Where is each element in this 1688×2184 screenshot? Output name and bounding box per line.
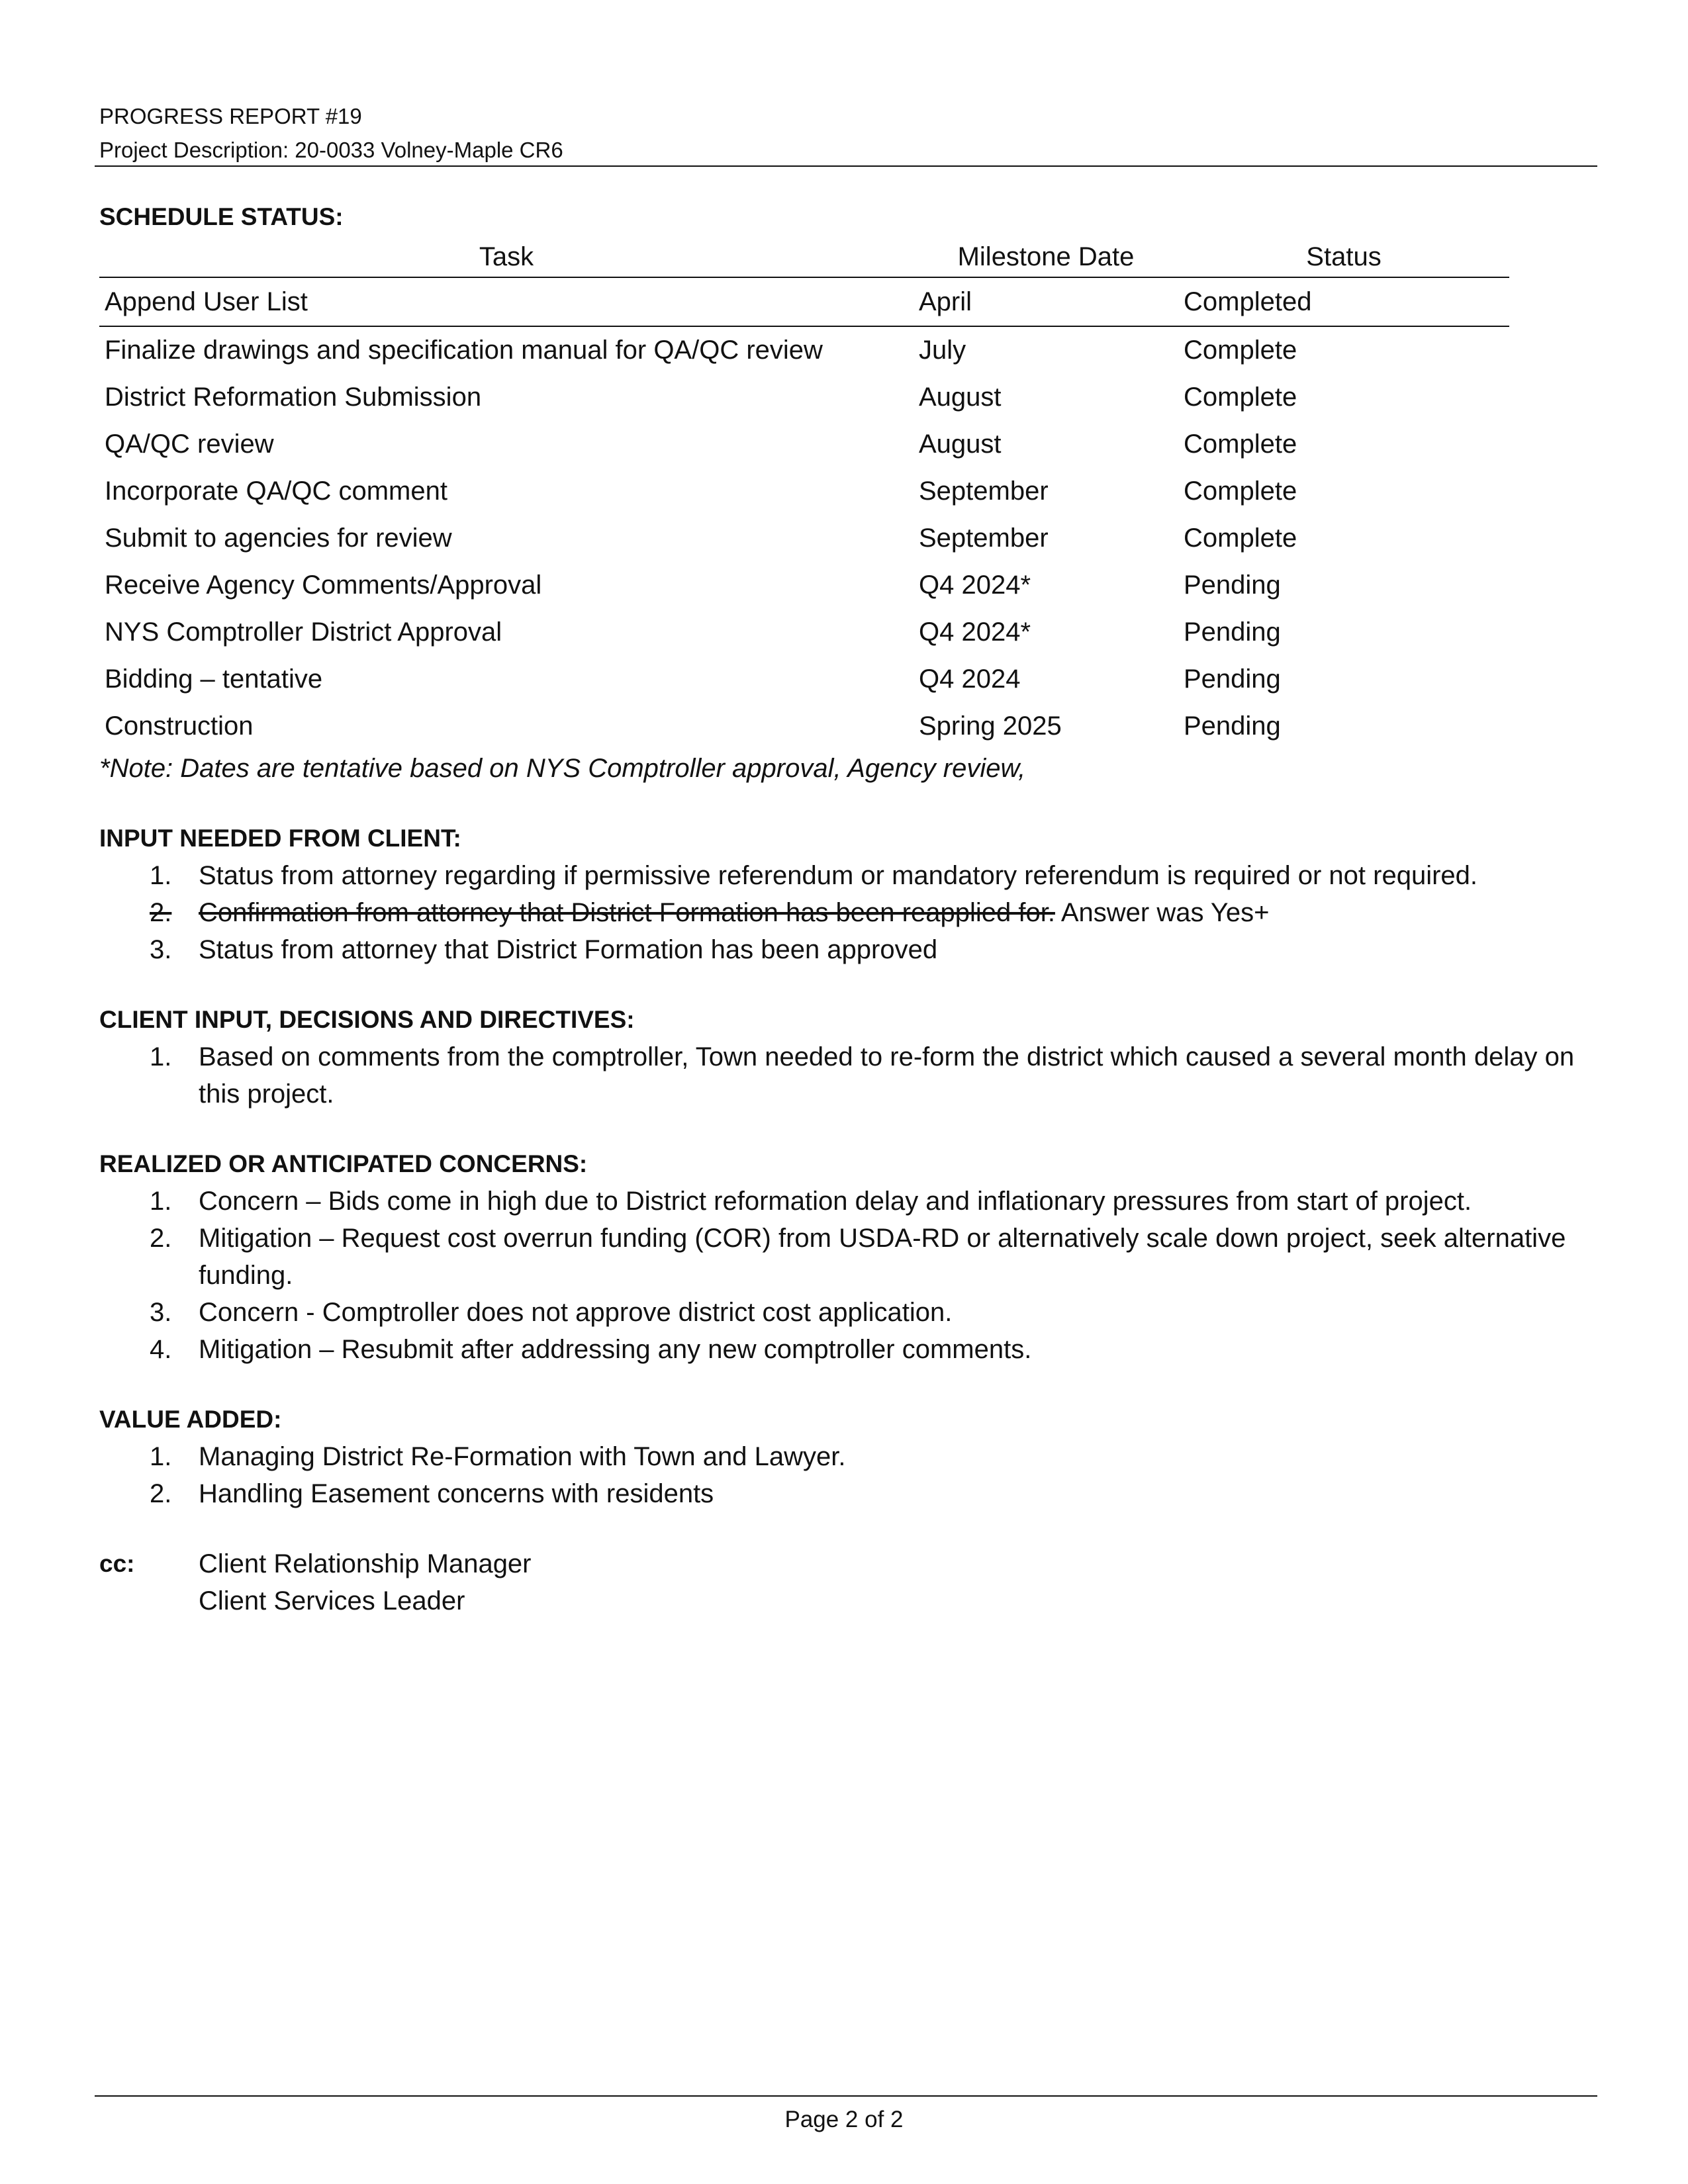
list-item-text: Handling Easement concerns with residents [199,1479,714,1508]
schedule-row [99,515,1509,562]
schedule-cell-date: September [919,523,1049,553]
list-item [99,1183,1595,1220]
list-item-number: 1. [150,1442,172,1471]
list-item-number: 2. [150,1224,172,1253]
header-divider [95,165,1597,167]
list-item-text: Concern – Bids come in high due to District reformation delay and inflationary pressures from start of project. [199,1187,1472,1216]
column-header-task: Task [99,237,914,277]
page-header [99,99,1595,167]
concerns-list [99,1183,1595,1368]
column-header-milestone-date: Milestone Date [914,237,1178,277]
schedule-row [99,468,1509,515]
schedule-row [99,609,1509,656]
list-item-number: 1. [150,1042,172,1071]
schedule-cell-date: Q4 2024 [919,664,1021,694]
schedule-cell-date: August [919,383,1002,412]
value-added-heading: VALUE ADDED: [99,1406,282,1433]
schedule-cell-task: Receive Agency Comments/Approval [105,570,542,600]
schedule-cell-status: Pending [1184,664,1281,694]
value-added-section [99,1401,1595,1512]
schedule-row [99,421,1509,468]
schedule-cell-task: QA/QC review [105,430,274,459]
schedule-cell-task: District Reformation Submission [105,383,482,412]
list-item [99,1220,1595,1294]
value-added-list [99,1438,1595,1512]
list-item-text: Answer was Yes+ [1055,898,1270,927]
schedule-cell-date: April [914,277,1178,326]
struck-text: Confirmation from attorney that District Formation has been reapplied for. [199,898,1055,927]
list-item [99,857,1595,894]
schedule-row [99,656,1509,703]
list-item-text: Mitigation – Resubmit after addressing any new comptroller comments. [199,1335,1032,1364]
concerns-heading: REALIZED OR ANTICIPATED CONCERNS: [99,1150,588,1177]
schedule-cell-date: Q4 2024* [919,570,1031,600]
list-item [99,1038,1595,1113]
schedule-row [99,374,1509,421]
schedule-cell-task: Construction [105,711,254,741]
list-item [99,1294,1595,1331]
list-item-number: 1. [150,861,172,890]
client-input-heading: CLIENT INPUT, DECISIONS AND DIRECTIVES: [99,1006,635,1033]
schedule-cell-status: Pending [1184,570,1281,600]
input-needed-section [99,820,1595,968]
list-item-text: Mitigation – Request cost overrun funding (COR) from USDA-RD or alternatively scale down project, seek alternative funding. [199,1224,1566,1290]
schedule-cell-status: Completed [1178,277,1509,326]
schedule-row [99,562,1509,609]
schedule-cell-task: Finalize drawings and specification manual for QA/QC review [105,336,823,365]
project-description: Project Description: 20-0033 Volney-Maple CR6 [99,138,563,162]
schedule-row [99,703,1509,750]
input-needed-heading: INPUT NEEDED FROM CLIENT: [99,825,461,852]
list-item-number: 3. [150,935,172,964]
report-body [99,199,1595,1619]
client-input-section [99,1001,1595,1113]
schedule-cell-date: Spring 2025 [919,711,1062,741]
schedule-table-body [99,277,1509,750]
schedule-cell-date: July [919,336,966,365]
client-input-list [99,1038,1595,1113]
cc-block [99,1545,1595,1619]
cc-label: cc: [99,1550,135,1577]
footer-divider [95,2095,1597,2097]
list-item-text: Concern - Comptroller does not approve district cost application. [199,1298,953,1327]
report-title: PROGRESS REPORT #19 [99,104,362,128]
schedule-cell-date: Q4 2024* [919,617,1031,647]
list-item [99,931,1595,968]
schedule-cell-task: Append User List [99,277,914,326]
cc-recipient: Client Services Leader [199,1586,465,1615]
schedule-cell-task: Bidding – tentative [105,664,323,694]
list-item-number: 2. [150,898,172,927]
schedule-header-row [99,237,1509,277]
cc-recipient: Client Relationship Manager [199,1549,532,1578]
list-item-text: Status from attorney that District Formation has been approved [199,935,938,964]
concerns-section [99,1146,1595,1368]
list-item [99,1438,1595,1475]
list-item-text: Status from attorney regarding if permissive referendum or mandatory referendum is required or not required. [199,861,1478,890]
list-item-number: 2. [150,1479,172,1508]
schedule-table [99,237,1509,750]
schedule-cell-status: Complete [1184,383,1297,412]
column-header-status: Status [1178,237,1509,277]
schedule-row [99,326,1509,374]
schedule-cell-task: Incorporate QA/QC comment [105,477,447,506]
schedule-cell-status: Complete [1184,336,1297,365]
schedule-row [99,277,1509,326]
schedule-cell-status: Complete [1184,523,1297,553]
list-item [99,894,1595,931]
list-item-number: 3. [150,1298,172,1327]
schedule-cell-status: Complete [1184,477,1297,506]
list-item [99,1475,1595,1512]
schedule-note: *Note: Dates are tentative based on NYS Comptroller approval, Agency review, [99,754,1026,783]
page-number: Page 2 of 2 [784,2107,904,2132]
schedule-cell-date: September [919,477,1049,506]
list-item-text: Based on comments from the comptroller, Town needed to re-form the district which caused a several month delay on this project. [199,1042,1575,1109]
input-needed-list [99,857,1595,968]
list-item [99,1331,1595,1368]
schedule-cell-status: Pending [1184,711,1281,741]
list-item-number: 1. [150,1187,172,1216]
list-item-text: Managing District Re-Formation with Town and Lawyer. [199,1442,846,1471]
schedule-cell-status: Pending [1184,617,1281,647]
schedule-cell-task: Submit to agencies for review [105,523,452,553]
list-item-number: 4. [150,1335,172,1364]
schedule-cell-task: NYS Comptroller District Approval [105,617,502,647]
schedule-cell-date: August [919,430,1002,459]
schedule-status-heading: SCHEDULE STATUS: [99,203,344,230]
schedule-cell-status: Complete [1184,430,1297,459]
